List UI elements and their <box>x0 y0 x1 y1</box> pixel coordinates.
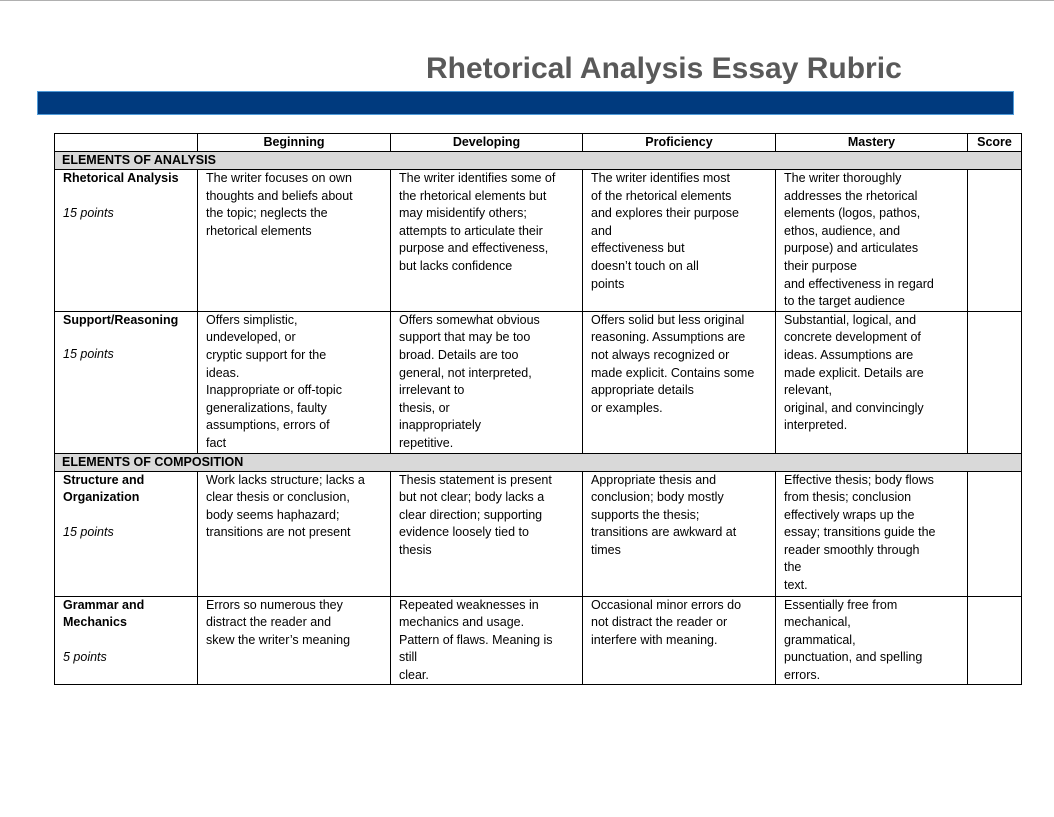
criterion-cell <box>55 170 198 312</box>
table-row <box>55 596 1022 685</box>
beginning-cell <box>198 170 391 312</box>
criterion-name: Rhetorical Analysis <box>63 171 179 185</box>
beginning-cell <box>198 311 391 453</box>
criterion-points: 5 points <box>63 649 107 664</box>
mastery-cell <box>776 596 968 685</box>
developing-cell <box>391 471 583 596</box>
score-cell <box>968 471 1022 596</box>
proficiency-text: The writer identifies most of the rhetorical elements and explores their purpose and effectiveness but doesn’t touch on all points <box>591 171 740 291</box>
proficiency-cell <box>583 311 776 453</box>
developing-cell <box>391 311 583 453</box>
developing-text: Thesis statement is present but not clear; body lacks a clear direction; supporting evidence loosely tied to thesis <box>399 472 552 557</box>
developing-text: Repeated weaknesses in mechanics and usage. Pattern of flaws. Meaning is still clear. <box>399 597 553 682</box>
table-row <box>55 311 1022 453</box>
proficiency-text: Appropriate thesis and conclusion; body mostly supports the thesis; transitions are awkward at times <box>591 472 737 557</box>
criterion-points: 15 points <box>63 205 114 220</box>
header-row <box>55 134 1022 152</box>
developing-text: Offers somewhat obvious support that may be too broad. Details are too general, not interpreted, irrelevant to thesis, or inappropriately repetitive. <box>399 312 540 450</box>
developing-cell <box>391 170 583 312</box>
section-label: ELEMENTS OF COMPOSITION <box>55 453 1022 471</box>
mastery-cell <box>776 471 968 596</box>
proficiency-cell <box>583 596 776 685</box>
mastery-text: The writer thoroughly addresses the rhetorical elements (logos, pathos, ethos, audience, and purpose) and articulates their purpose and effectiveness in regard to the target audience <box>784 171 934 309</box>
header-beginning: Beginning <box>198 134 391 152</box>
proficiency-cell <box>583 170 776 312</box>
rubric-table <box>54 133 1022 685</box>
header-mastery: Mastery <box>776 134 968 152</box>
table-row <box>55 471 1022 596</box>
score-cell <box>968 311 1022 453</box>
criterion-cell <box>55 471 198 596</box>
mastery-cell <box>776 170 968 312</box>
header-developing: Developing <box>391 134 583 152</box>
proficiency-text: Offers solid but less original reasoning. Assumptions are not always recognized or made explicit. Contains some appropriate details or examples. <box>591 312 755 415</box>
header-proficiency: Proficiency <box>583 134 776 152</box>
mastery-text: Effective thesis; body flows from thesis; conclusion effectively wraps up the essay; transitions guide the reader smoothly through the text. <box>784 472 936 593</box>
section-row-composition <box>55 453 1022 471</box>
score-cell <box>968 170 1022 312</box>
proficiency-text: Occasional minor errors do not distract the reader or interfere with meaning. <box>591 597 742 647</box>
proficiency-cell <box>583 471 776 596</box>
criterion-name: Grammar and Mechanics <box>63 597 145 630</box>
beginning-text: Offers simplistic, undeveloped, or cryptic support for the ideas. Inappropriate or off-topic generalizations, faulty assumptions, errors of fact <box>206 312 342 450</box>
developing-cell <box>391 596 583 685</box>
section-label: ELEMENTS OF ANALYSIS <box>55 152 1022 170</box>
mastery-text: Substantial, logical, and concrete development of ideas. Assumptions are made explicit. Details are relevant, original, and convincingly interpreted. <box>784 312 924 433</box>
score-cell <box>968 596 1022 685</box>
beginning-text: The writer focuses on own thoughts and beliefs about the topic; neglects the rhetorical elements <box>206 171 353 238</box>
table-row <box>55 170 1022 312</box>
developing-text: The writer identifies some of the rhetorical elements but may misidentify others; attempts to articulate their purpose and effectiveness, but lacks confidence <box>399 171 556 273</box>
title-bar <box>37 91 1014 115</box>
header-criterion <box>55 134 198 152</box>
criterion-points: 15 points <box>63 347 114 362</box>
top-rule <box>0 0 1054 1</box>
mastery-text: Essentially free from mechanical, grammatical, punctuation, and spelling errors. <box>784 597 923 682</box>
beginning-cell <box>198 471 391 596</box>
mastery-cell <box>776 311 968 453</box>
criterion-cell <box>55 311 198 453</box>
beginning-text: Errors so numerous they distract the reader and skew the writer’s meaning <box>206 597 351 647</box>
beginning-text: Work lacks structure; lacks a clear thesis or conclusion, body seems haphazard; transitions are not present <box>206 472 365 540</box>
criterion-cell <box>55 596 198 685</box>
section-row-analysis <box>55 152 1022 170</box>
beginning-cell <box>198 596 391 685</box>
criterion-points: 15 points <box>63 524 114 539</box>
header-score: Score <box>968 134 1022 152</box>
criterion-name: Structure and Organization <box>63 472 145 505</box>
page-title: Rhetorical Analysis Essay Rubric <box>426 52 902 85</box>
criterion-name: Support/Reasoning <box>63 312 179 327</box>
